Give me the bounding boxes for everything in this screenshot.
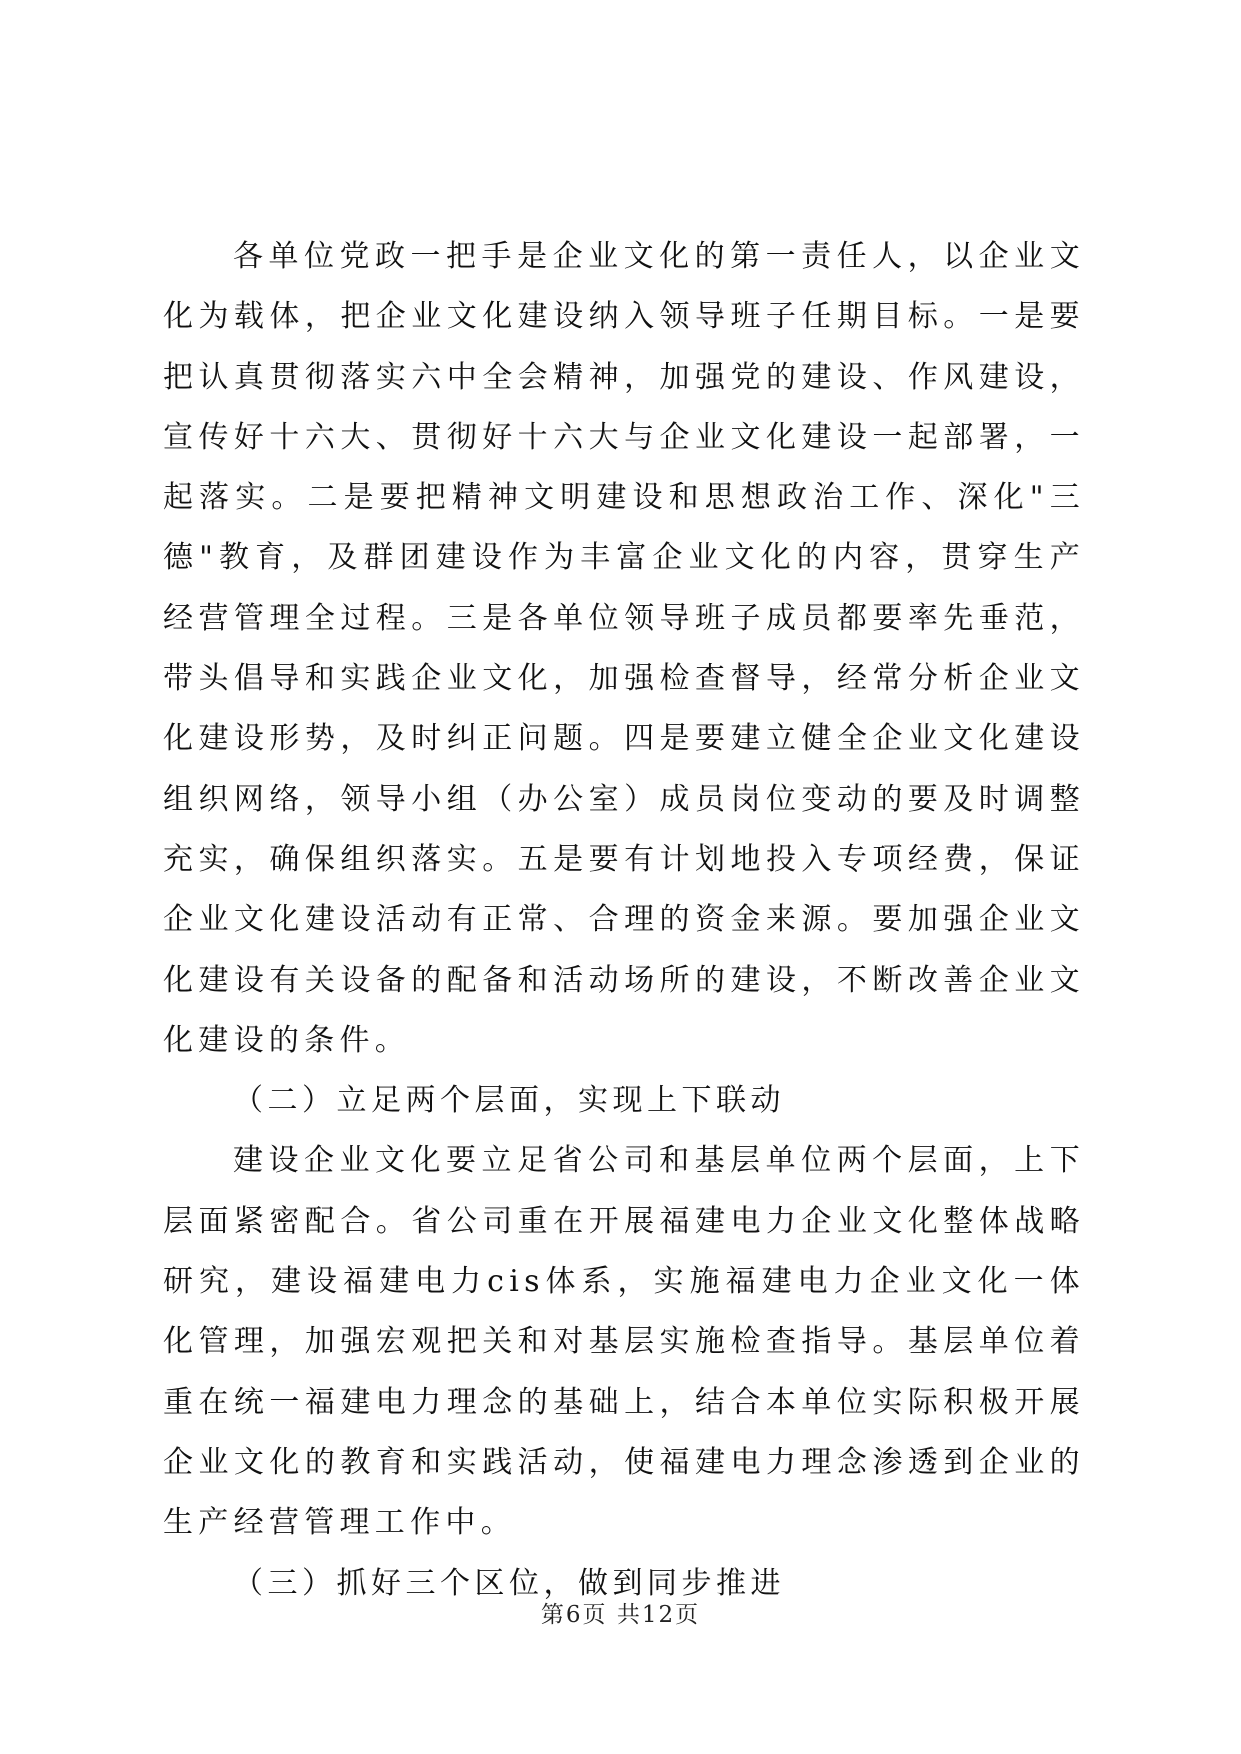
section-heading-three-areas: （三）抓好三个区位，做到同步推进 [233,1565,785,1601]
section-heading-two-levels: （二）立足两个层面，实现上下联动 [233,1083,785,1119]
page-number-footer: 第6页 共12页 [540,1602,701,1628]
document-body [163,227,1085,1614]
paragraph-two-levels: 建设企业文化要立足省公司和基层单位两个层面，上下层面紧密配合。省公司重在开展福建电力企业文化整体战略研究，建设福建电力cis体系，实施福建电力企业文化一体化管理，加强宏观把关和对基层实施检查指导。基层单位着重在统一福建电力理念的基础上，结合本单位实际积极开展企业文化的教育和实践活动，使福建电力理念渗透到企业的生产经营管理工作中。 [163,1143,1085,1541]
paragraph-responsibility: 各单位党政一把手是企业文化的第一责任人，以企业文化为载体，把企业文化建设纳入领导班子任期目标。一是要把认真贯彻落实六中全会精神，加强党的建设、作风建设，宣传好十六大、贯彻好十六大与企业文化建设一起部署，一起落实。二是要把精神文明建设和思想政治工作、深化"三德"教育，及群团建设作为丰富企业文化的内容，贯穿生产经营管理全过程。三是各单位领导班子成员都要率先垂范，带头倡导和实践企业文化，加强检查督导，经常分析企业文化建设形势，及时纠正问题。四是要建立健全企业文化建设组织网络，领导小组（办公室）成员岗位变动的要及时调整充实，确保组织落实。五是要有计划地投入专项经费，保证企业文化建设活动有正常、合理的资金来源。要加强企业文化建设有关设备的配备和活动场所的建设，不断改善企业文化建设的条件。 [163,239,1085,1058]
